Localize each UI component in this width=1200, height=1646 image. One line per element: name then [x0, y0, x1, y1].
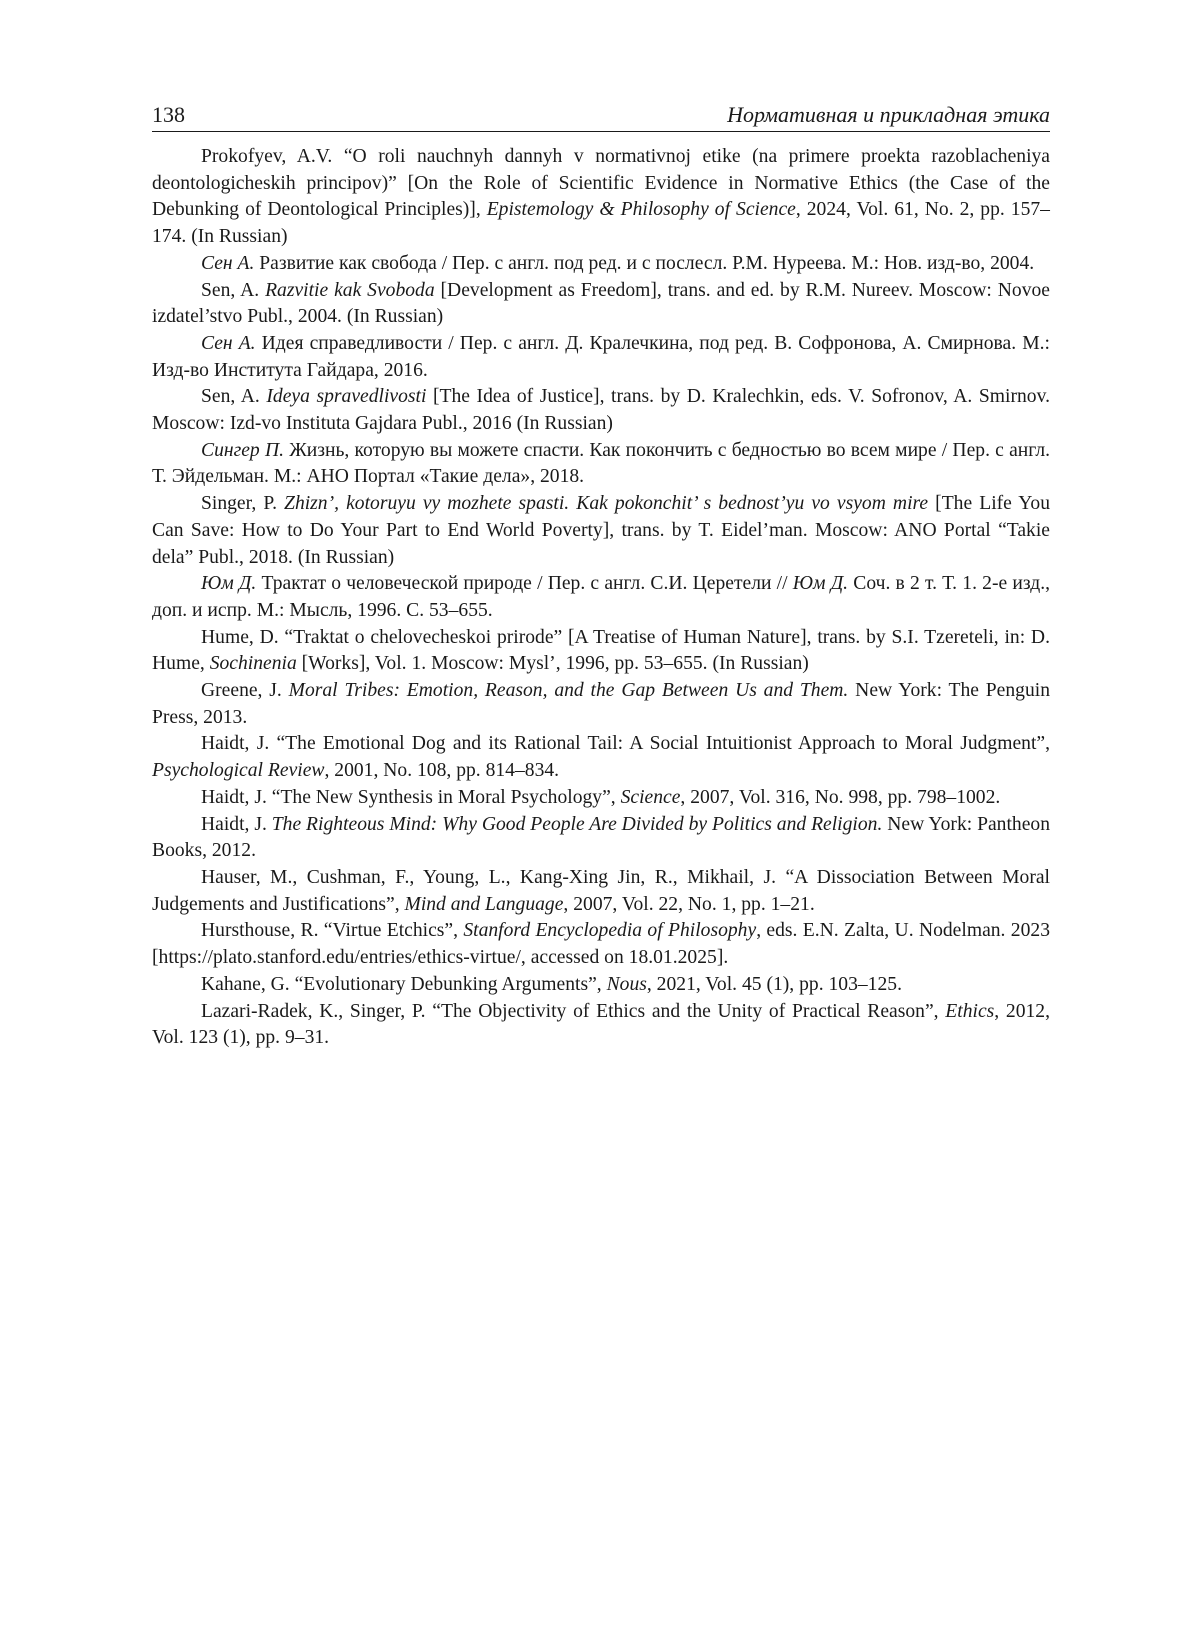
reference-item: Kahane, G. “Evolutionary Debunking Arguments”, Nous, 2021, Vol. 45 (1), pp. 103–125.	[201, 973, 902, 995]
reference-item: Сен А. Развитие как свобода / Пер. с англ. под ред. и с послесл. Р.М. Нуреева. М.: Нов. изд-во, 2004.	[201, 252, 1035, 274]
page	[152, 102, 1050, 1052]
reference-item: Hume, D. “Traktat o chelovecheskoi prirode” [A Treatise of Human Nature], trans. by S.I. Tzereteli, in: D. Hume, Sochinenia [Works], Vol. 1. Moscow: Mysl’, 1996, pp. 53–655. (In Russian)	[152, 626, 1050, 675]
reference-item: Sen, A. Ideya spravedlivosti [The Idea of Justice], trans. by D. Kralechkin, eds. V. Sofronov, A. Smirnov. Moscow: Izd-vo Instituta Gajdara Publ., 2016 (In Russian)	[152, 386, 1050, 435]
reference-item: Сен А. Идея справедливости / Пер. с англ. Д. Кралечкина, под ред. В. Софронова, А. Смирнова. М.: Изд-во Института Гайдара, 2016.	[152, 332, 1050, 381]
journal-title: Нормативная и прикладная этика	[727, 102, 1050, 127]
reference-item: Юм Д. Трактат о человеческой природе / Пер. с англ. С.И. Церетели // Юм Д. Соч. в 2 т. Т. 1. 2-е изд., доп. и испр. М.: Мысль, 1996. С. 53–655.	[152, 573, 1051, 621]
reference-item: Singer, P. Zhizn’, kotoruyu vy mozhete spasti. Kak pokonchit’ s bednost’yu vo vsyom mire [The Life You Can Save: How to Do Your Part to End World Poverty], trans. by T. Eidel’man. Moscow: ANO Portal “Takie dela” Publ., 2018. (In Russian)	[152, 493, 1050, 568]
reference-item: Sen, A. Razvitie kak Svoboda [Development as Freedom], trans. and ed. by R.M. Nureev. Moscow: Novoe izdatel’stvo Publ., 2004. (In Russian)	[152, 279, 1050, 328]
page-number: 138	[152, 102, 185, 127]
reference-list	[152, 144, 1050, 1052]
reference-item: Haidt, J. “The New Synthesis in Moral Psychology”, Science, 2007, Vol. 316, No. 998, pp. 798–1002.	[201, 786, 1001, 808]
reference-item: Greene, J. Moral Tribes: Emotion, Reason, and the Gap Between Us and Them. New York: The Penguin Press, 2013.	[152, 680, 1051, 728]
reference-item: Hauser, M., Cushman, F., Young, L., Kang-Xing Jin, R., Mikhail, J. “A Dissociation Between Moral Judgements and Justifications”, Mind and Language, 2007, Vol. 22, No. 1, pp. 1–21.	[152, 866, 1050, 915]
reference-item: Haidt, J. The Righteous Mind: Why Good People Are Divided by Politics and Religion. New York: Pantheon Books, 2012.	[152, 813, 1051, 862]
reference-item: Haidt, J. “The Emotional Dog and its Rational Tail: A Social Intuitionist Approach to Moral Judgment”, Psychological Review, 2001, No. 108, pp. 814–834.	[152, 733, 1050, 782]
reference-item: Prokofyev, A.V. “O roli nauchnyh dannyh v normativnoj etike (na primere proekta razoblacheniya deontologicheskih principov)” [On the Role of Scientific Evidence in Normative Ethics (the Case of the Debunking of Deontological Principles)], Epistemology & Philosophy of Science, 2024, Vol. 61, No. 2, pp. 157–174. (In Russian)	[152, 146, 1050, 248]
running-header	[152, 102, 1050, 132]
reference-item: Hursthouse, R. “Virtue Etchics”, Stanford Encyclopedia of Philosophy, eds. E.N. Zalta, U. Nodelman. 2023 [https://plato.stanford.edu/entries/ethics-virtue/, accessed on 18.01.2025].	[152, 920, 1050, 969]
reference-item: Сингер П. Жизнь, которую вы можете спасти. Как покончить с бедностью во всем мире / Пер. с англ. Т. Эйдельман. М.: АНО Портал «Такие дела», 2018.	[152, 439, 1050, 488]
reference-item: Lazari-Radek, K., Singer, P. “The Objectivity of Ethics and the Unity of Practical Reason”, Ethics, 2012, Vol. 123 (1), pp. 9–31.	[152, 1000, 1051, 1049]
